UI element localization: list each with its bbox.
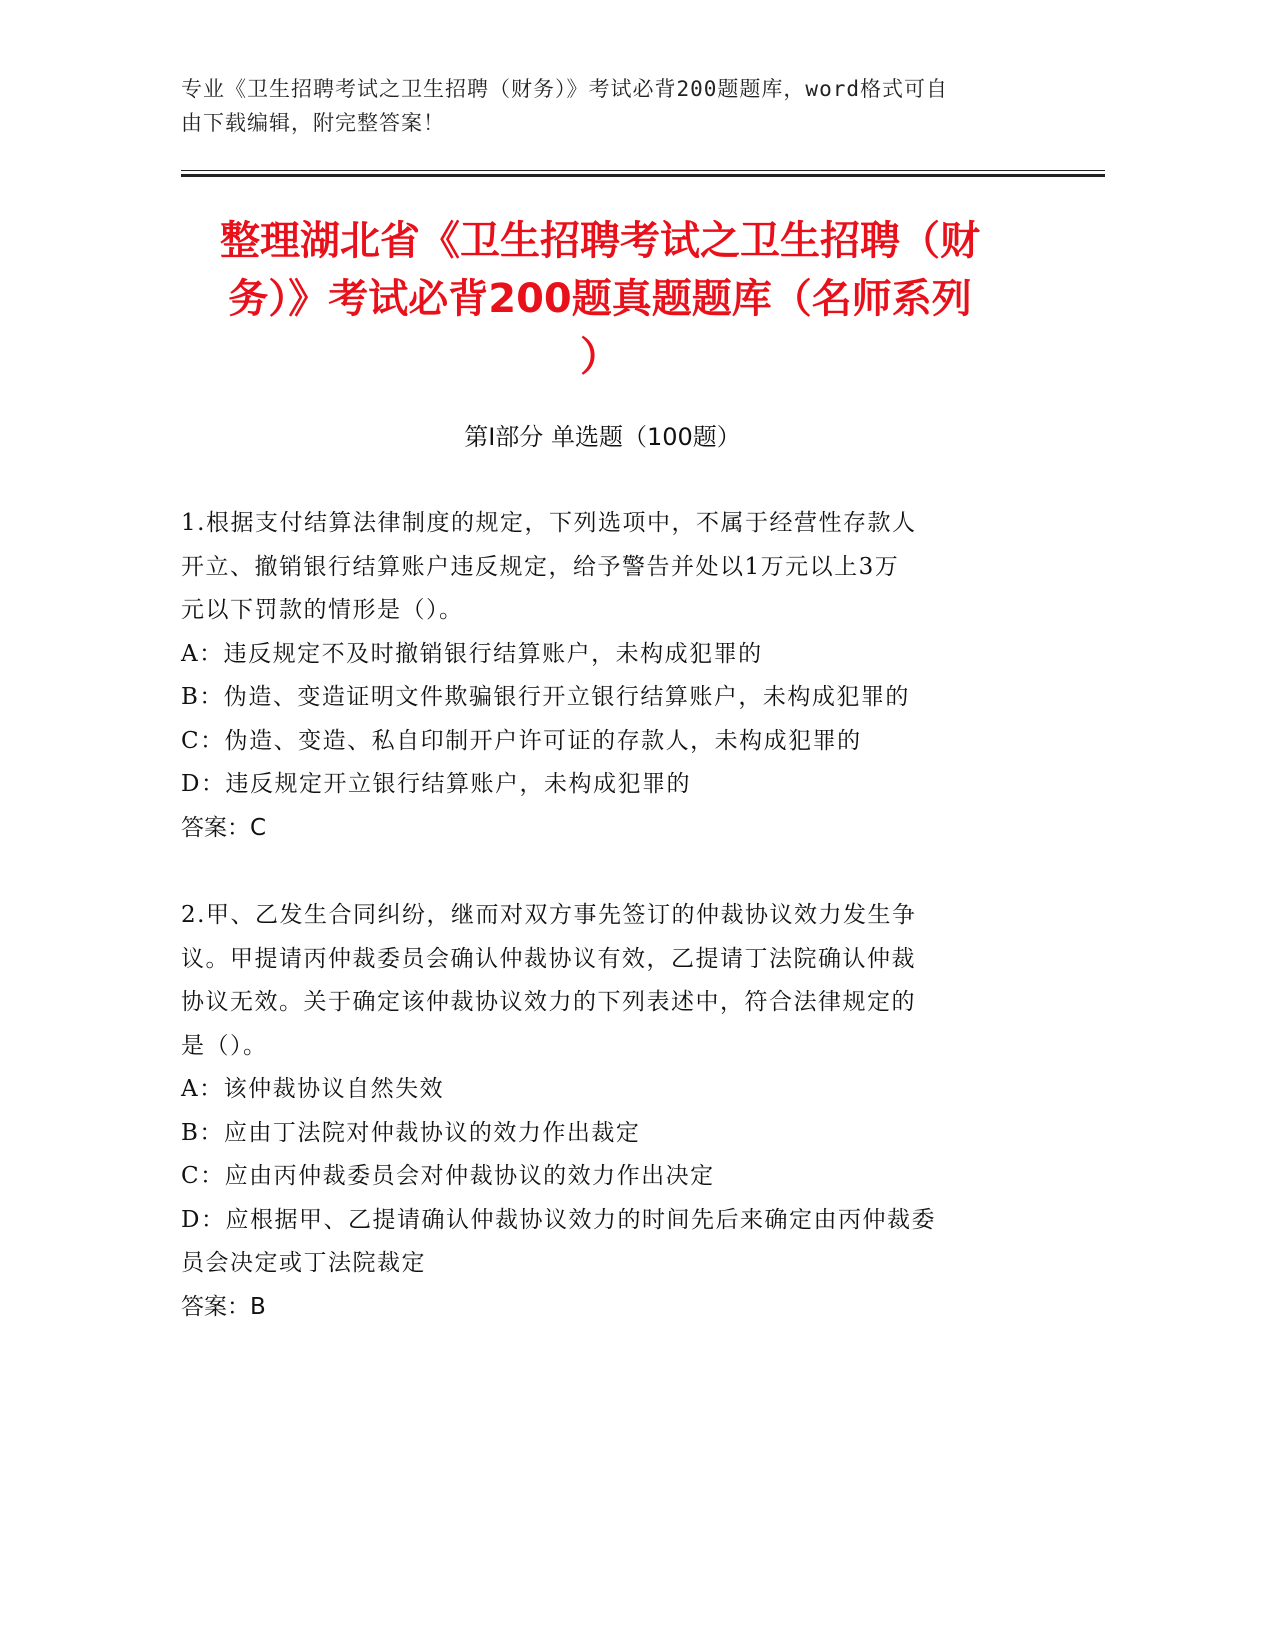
option-d: D：违反规定开立银行结算账户，未构成犯罪的 bbox=[181, 771, 691, 797]
header-note-line: 专业《卫生招聘考试之卫生招聘（财务）》考试必背200题题库，word格式可自 bbox=[181, 77, 948, 101]
section-heading: 第I部分 单选题（100题） bbox=[464, 423, 741, 451]
question-stem-line: 开立、撤销银行结算账户违反规定，给予警告并处以1万元以上3万 bbox=[181, 553, 900, 580]
question-block bbox=[181, 502, 1041, 850]
answer-line: 答案：B bbox=[181, 1293, 266, 1320]
question-stem-line: 元以下罚款的情形是（）。 bbox=[181, 597, 464, 623]
header-divider-thin bbox=[181, 170, 1105, 171]
option-d-continued: 员会决定或丁法院裁定 bbox=[181, 1250, 426, 1276]
option-d: D：应根据甲、乙提请确认仲裁协议效力的时间先后来确定由丙仲裁委 bbox=[181, 1206, 936, 1233]
question-block bbox=[181, 894, 1041, 1329]
question-stem-line: 议。甲提请丙仲裁委员会确认仲裁协议有效，乙提请丁法院确认仲裁 bbox=[181, 945, 916, 972]
question-stem-line: 是（）。 bbox=[181, 1032, 268, 1059]
question-stem-line: 1.根据支付结算法律制度的规定，下列选项中，不属于经营性存款人 bbox=[181, 510, 917, 536]
option-b: B：伪造、变造证明文件欺骗银行开立银行结算账户，未构成犯罪的 bbox=[181, 684, 910, 710]
option-c: C：应由丙仲裁委员会对仲裁协议的效力作出决定 bbox=[181, 1163, 715, 1189]
option-a: A：违反规定不及时撤销银行结算账户，未构成犯罪的 bbox=[181, 640, 763, 667]
option-b: B：应由丁法院对仲裁协议的效力作出裁定 bbox=[181, 1119, 641, 1146]
question-stem-line: 2.甲、乙发生合同纠纷，继而对双方事先签订的仲裁协议效力发生争 bbox=[181, 902, 917, 928]
answer-line: 答案：C bbox=[181, 814, 267, 841]
document-title bbox=[160, 212, 1040, 386]
header-divider-thick bbox=[181, 174, 1105, 177]
header-note bbox=[181, 72, 1041, 140]
option-a: A：该仲裁协议自然失效 bbox=[181, 1076, 445, 1102]
option-c: C：伪造、变造、私自印制开户许可证的存款人，未构成犯罪的 bbox=[181, 727, 862, 754]
title-line: 务）》考试必背200题真题题库（名师系列 bbox=[228, 276, 972, 322]
title-line: 整理湖北省《卫生招聘考试之卫生招聘（财 bbox=[220, 218, 980, 264]
question-stem-line: 协议无效。关于确定该仲裁协议效力的下列表述中，符合法律规定的 bbox=[181, 989, 916, 1015]
header-note-line: 由下载编辑，附完整答案！ bbox=[181, 111, 445, 135]
title-line: ） bbox=[580, 334, 620, 380]
